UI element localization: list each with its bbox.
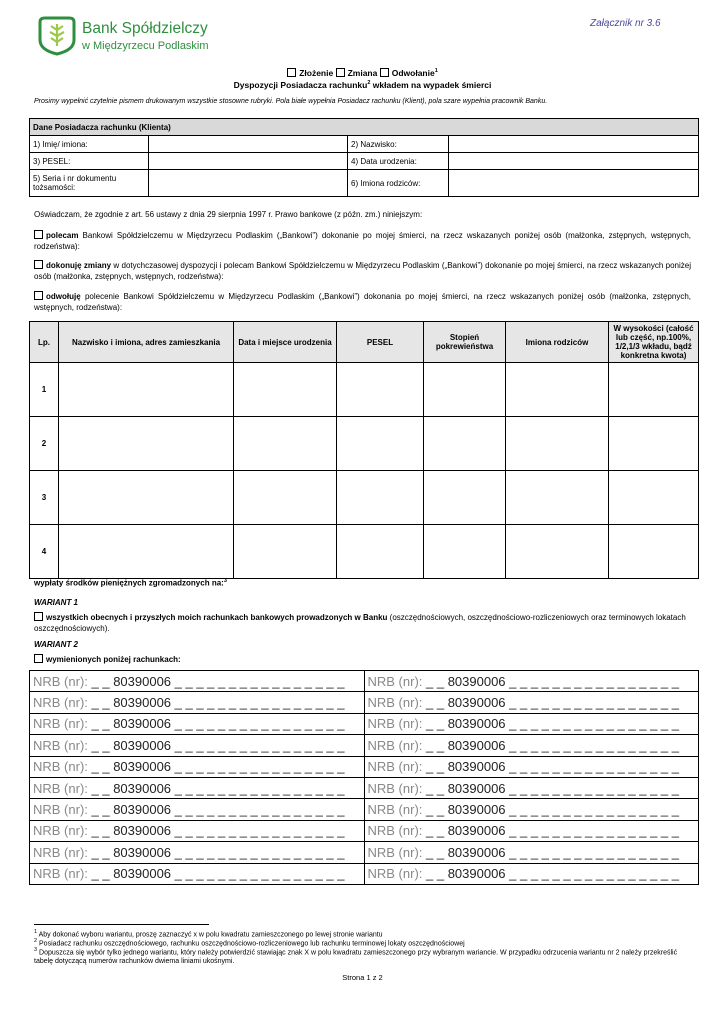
bank-name-line2: w Międzyrzecu Podlaskim: [82, 40, 209, 52]
nrb-field[interactable]: NRB (nr): _ _ 80390006 _ _ _ _ _ _ _ _ _ _ _ _ _ _ _ _: [30, 713, 365, 734]
attachment-label: Załącznik nr 3.6: [590, 18, 661, 29]
nrb-row: [30, 842, 699, 863]
table-row: 2: [30, 417, 699, 471]
declaration-option-1: polecam Bankowi Spółdzielczemu w Międzyrzecu Podlaskim („Bankowi”) dokonanie po mojej śmierci, na rzecz wskazanych poniżej osób (małżonka, zstępnych, wstępnych, rodzeństwa):: [34, 231, 691, 251]
nrb-field[interactable]: NRB (nr): _ _ 80390006 _ _ _ _ _ _ _ _ _ _ _ _ _ _ _ _: [30, 863, 365, 884]
surname-input[interactable]: [449, 136, 699, 153]
nrb-field[interactable]: NRB (nr): _ _ 80390006 _ _ _ _ _ _ _ _ _ _ _ _ _ _ _ _: [364, 756, 699, 777]
option-checkbox-3[interactable]: [380, 68, 389, 77]
nrb-field[interactable]: NRB (nr): _ _ 80390006 _ _ _ _ _ _ _ _ _ _ _ _ _ _ _ _: [30, 756, 365, 777]
nrb-field[interactable]: NRB (nr): _ _ 80390006 _ _ _ _ _ _ _ _ _ _ _ _ _ _ _ _: [364, 777, 699, 798]
nrb-row: [30, 863, 699, 884]
option-label-3: Odwołanie: [391, 68, 435, 78]
footnote-2: $^2$ Posiadacz rachunku oszczędnościowego, rachunku oszczędnościowo-rozliczeniowego lub rachunku terminowej lokaty oszczędnościowej: [34, 938, 465, 948]
field-label: 3) PESEL:: [30, 153, 149, 170]
declaration-option-3: odwołuję polecenie Bankowi Spółdzielczemu w Międzyrzecu Podlaskim („Bankowi”) dokonania po mojej śmierci, na rzecz wskazanych poniżej osób (małżonka, zstępnych, wstępnych, rodzeństwa):: [34, 292, 691, 312]
nrb-field[interactable]: NRB (nr): _ _ 80390006 _ _ _ _ _ _ _ _ _ _ _ _ _ _ _ _: [364, 863, 699, 884]
footnote-1: $^1$ Aby dokonać wyboru wariantu, proszę zaznaczyć x w polu kwadratu zamieszczonego po lewej stronie wariantu: [34, 929, 383, 939]
column-header: W wysokości (całość lub część, np.100%, 1/2,1/3 wkładu, bądź konkretna kwota): [609, 322, 699, 363]
column-header: Nazwisko i imiona, adres zamieszkania: [59, 322, 234, 363]
declaration-intro: Oświadczam, że zgodnie z art. 56 ustawy z dnia 29 sierpnia 1997 r. Prawo bankowe (z późn. zm.) niniejszym:: [34, 210, 423, 219]
variant-1-text: wszystkich obecnych i przyszłych moich rachunkach bankowych prowadzonych w Banku (oszczędnościowych, oszczędnościowo-rozliczeniowych oraz terminowych lokatach oszczędnościowych).: [34, 613, 686, 633]
client-section-heading: Dane Posiadacza rachunku (Klienta): [30, 119, 699, 136]
footnote-ref: 1: [434, 68, 438, 75]
nrb-field[interactable]: NRB (nr): _ _ 80390006 _ _ _ _ _ _ _ _ _ _ _ _ _ _ _ _: [30, 671, 365, 692]
option-checkbox-2[interactable]: [336, 68, 345, 77]
nrb-field[interactable]: NRB (nr): _ _ 80390006 _ _ _ _ _ _ _ _ _ _ _ _ _ _ _ _: [30, 777, 365, 798]
nrb-field[interactable]: NRB (nr): _ _ 80390006 _ _ _ _ _ _ _ _ _ _ _ _ _ _ _ _: [364, 735, 699, 756]
variant-1-title: WARIANT 1: [34, 598, 78, 607]
nrb-field[interactable]: NRB (nr): _ _ 80390006 _ _ _ _ _ _ _ _ _ _ _ _ _ _ _ _: [30, 735, 365, 756]
option-label-2: Zmiana: [347, 68, 378, 78]
variant-1-checkbox[interactable]: [34, 612, 43, 621]
footnote-ref: 2: [367, 80, 371, 87]
field-label: 1) Imię/ imiona:: [30, 136, 149, 153]
nrb-field[interactable]: NRB (nr): _ _ 80390006 _ _ _ _ _ _ _ _ _ _ _ _ _ _ _ _: [30, 820, 365, 841]
declaration-option-2: dokonuję zmiany w dotychczasowej dyspozycji i polecam Bankowi Spółdzielczemu w Międzyrzecu Podlaskim („Bankowi”) dokonanie po mojej śmierci, na rzecz wskazanych poniżej osób (małżonka, zstępnych, wstępnych, rodzeństwa):: [34, 261, 691, 281]
page-number: Strona 1 z 2: [342, 973, 383, 982]
footnote-3: $^3$ Dopuszcza się wybór tylko jednego wariantu, który należy potwierdzić stawiając znak X w polu kwadratu zamieszczonego przy wybranym wariancie. W przypadku odrzucenia wariantu nr 2 należy przekreślić tabelę dotyczącą numerów rachunków dwiema liniami ukośnymi.: [34, 947, 678, 966]
option-label-1: Złożenie: [299, 68, 334, 78]
nrb-field[interactable]: NRB (nr): _ _ 80390006 _ _ _ _ _ _ _ _ _ _ _ _ _ _ _ _: [30, 799, 365, 820]
nrb-row: [30, 756, 699, 777]
nrb-field[interactable]: NRB (nr): _ _ 80390006 _ _ _ _ _ _ _ _ _ _ _ _ _ _ _ _: [30, 842, 365, 863]
nrb-field[interactable]: NRB (nr): _ _ 80390006 _ _ _ _ _ _ _ _ _ _ _ _ _ _ _ _: [364, 842, 699, 863]
table-row: 4: [30, 525, 699, 579]
instruction-note: Prosimy wypełnić czytelnie pismem drukowanym wszystkie stosowne rubryki. Pola białe wypełnia Posiadacz rachunku (Klient), pola szare wypełnia pracownik Banku.: [34, 98, 548, 105]
nrb-accounts-table: [29, 670, 699, 885]
column-header: Imiona rodziców: [506, 322, 609, 363]
column-header: Lp.: [30, 322, 59, 363]
pesel-input[interactable]: [149, 153, 348, 170]
birth-date-input[interactable]: [449, 153, 699, 170]
footnote-divider: [34, 924, 209, 925]
payout-heading: wypłaty środków pieniężnych zgromadzonych na:$^3$: [34, 578, 227, 588]
bank-logo: [36, 16, 236, 60]
nrb-row: [30, 671, 699, 692]
id-document-input[interactable]: [149, 170, 348, 197]
field-label: 4) Data urodzenia:: [348, 153, 449, 170]
declaration-checkbox-1[interactable]: [34, 230, 43, 239]
column-header: PESEL: [337, 322, 424, 363]
nrb-row: [30, 777, 699, 798]
client-data-table: [29, 118, 699, 197]
nrb-field[interactable]: NRB (nr): _ _ 80390006 _ _ _ _ _ _ _ _ _ _ _ _ _ _ _ _: [364, 799, 699, 820]
variant-2-text: wymienionych poniżej rachunkach:: [34, 654, 181, 664]
table-row: 1: [30, 363, 699, 417]
nrb-row: [30, 692, 699, 713]
column-header: Stopień pokrewieństwa: [424, 322, 506, 363]
beneficiaries-table: [29, 321, 699, 579]
nrb-field[interactable]: NRB (nr): _ _ 80390006 _ _ _ _ _ _ _ _ _ _ _ _ _ _ _ _: [30, 692, 365, 713]
declaration-checkbox-2[interactable]: [34, 260, 43, 269]
declaration-checkbox-3[interactable]: [34, 291, 43, 300]
nrb-field[interactable]: NRB (nr): _ _ 80390006 _ _ _ _ _ _ _ _ _ _ _ _ _ _ _ _: [364, 713, 699, 734]
column-header: Data i miejsce urodzenia: [234, 322, 337, 363]
option-checkbox-1[interactable]: [287, 68, 296, 77]
nrb-field[interactable]: NRB (nr): _ _ 80390006 _ _ _ _ _ _ _ _ _ _ _ _ _ _ _ _: [364, 671, 699, 692]
field-label: 5) Seria i nr dokumentu tożsamości:: [30, 170, 149, 197]
variant-2-checkbox[interactable]: [34, 654, 43, 663]
first-name-input[interactable]: [149, 136, 348, 153]
nrb-row: [30, 713, 699, 734]
nrb-row: [30, 820, 699, 841]
nrb-row: [30, 799, 699, 820]
variant-2-title: WARIANT 2: [34, 640, 78, 649]
form-title: Dyspozycji Posiadacza rachunku$^2$ wkładem na wypadek śmierci: [233, 80, 492, 90]
nrb-field[interactable]: NRB (nr): _ _ 80390006 _ _ _ _ _ _ _ _ _ _ _ _ _ _ _ _: [364, 820, 699, 841]
field-label: 6) Imiona rodziców:: [348, 170, 449, 197]
bank-name-line1: Bank Spółdzielczy: [82, 20, 208, 37]
form-type-options: [0, 68, 725, 78]
parents-names-input[interactable]: [449, 170, 699, 197]
nrb-field[interactable]: NRB (nr): _ _ 80390006 _ _ _ _ _ _ _ _ _ _ _ _ _ _ _ _: [364, 692, 699, 713]
table-row: 3: [30, 471, 699, 525]
nrb-row: [30, 735, 699, 756]
bank-logo-icon: [36, 16, 78, 56]
field-label: 2) Nazwisko:: [348, 136, 449, 153]
